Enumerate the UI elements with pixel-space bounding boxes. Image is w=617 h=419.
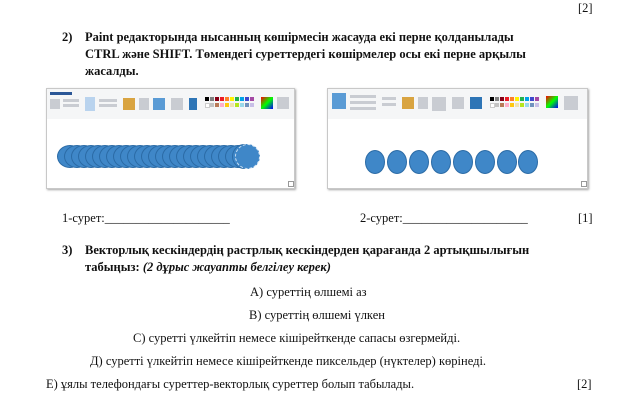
q3-option-a: А) суреттің өлшемі аз bbox=[250, 285, 367, 299]
paint-canvas-2 bbox=[328, 119, 587, 188]
q3-score: [2] bbox=[577, 377, 592, 391]
q3-line2-italic: (2 дұрыс жауапты белгілеу керек) bbox=[142, 260, 331, 274]
q3-option-c: С) суретті үлкейтіп немесе кішірейткенде сапасы өзгермейді. bbox=[133, 331, 461, 345]
q3-number: 3) bbox=[62, 243, 73, 257]
paint-screenshot-2 bbox=[327, 88, 588, 189]
q3-option-e: Е) ұялы телефондағы суреттер-векторлық суреттер болып табылады. bbox=[46, 377, 415, 391]
figure1-label: 1-сурет:____________________ bbox=[62, 211, 230, 225]
q2-line2: CTRL және SHIFT. Төмендегі суреттердегі көшірмелер осы екі перне арқылы bbox=[85, 47, 526, 61]
paint-screenshot-1 bbox=[46, 88, 295, 189]
paint-canvas-1 bbox=[47, 119, 294, 188]
figure-score: [1] bbox=[578, 211, 593, 225]
q2-number: 2) bbox=[62, 30, 73, 44]
figure2-label: 2-сурет:____________________ bbox=[360, 211, 528, 225]
q2-line3: жасалды. bbox=[85, 64, 139, 78]
paint-ribbon bbox=[47, 89, 294, 120]
q3-option-d: Д) суретті үлкейтіп немесе кішірейткенде пиксельдер (нүктелер) көрінеді. bbox=[90, 354, 487, 368]
q3-line2-bold: табыңыз: bbox=[85, 260, 140, 274]
q3-line2 bbox=[85, 260, 331, 275]
q3-line1: Векторлық кескіндердің растрлық кескіндерден қарағанда 2 артықшылығын bbox=[85, 243, 530, 257]
paint-ribbon bbox=[328, 89, 587, 120]
q3-option-b: В) суреттің өлшемі үлкен bbox=[249, 308, 385, 322]
score-top: [2] bbox=[578, 1, 593, 15]
q2-line1: Paint редакторында нысанның көшірмесін жасауда екі перне қолданылады bbox=[85, 30, 514, 44]
